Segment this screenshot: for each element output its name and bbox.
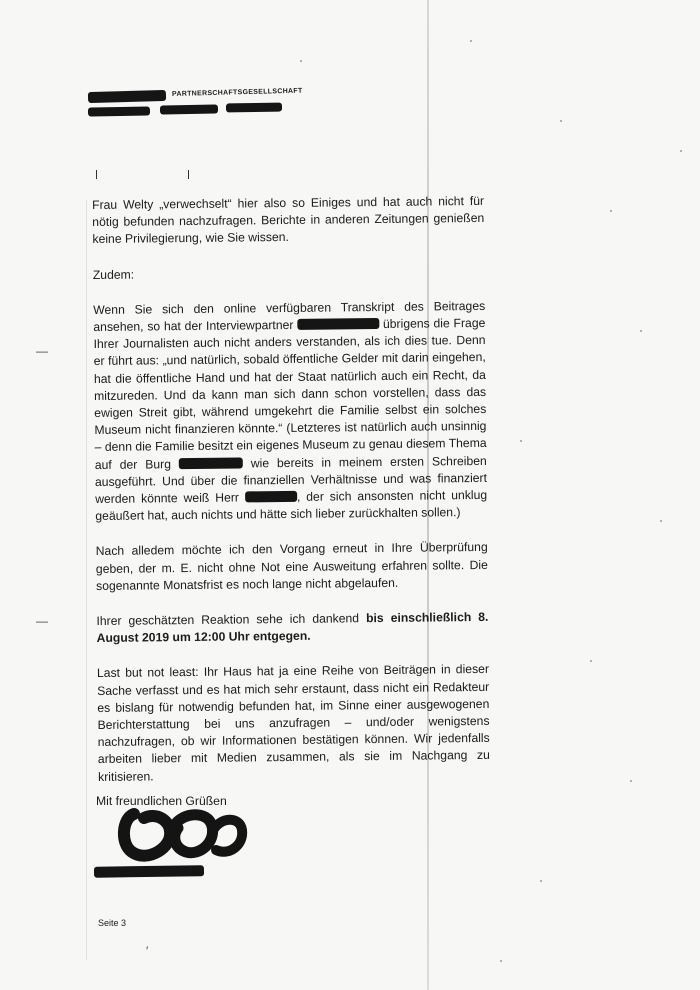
paragraph-2: Zudem: <box>92 267 135 282</box>
redacted-signature <box>112 806 252 866</box>
margin-mark: — <box>36 614 48 628</box>
firm-suffix: PARTNERSCHAFTSGESELLSCHAFT <box>171 87 303 98</box>
redacted-castle-name <box>179 457 243 469</box>
redacted-person-name <box>245 491 297 503</box>
paragraph-3-part-3: wie bereits in meinem ersten Schreiben ausgeführt. Und über die finanziellen Verhältnisse und was finanziert werden könnte weiß Herr <box>94 453 488 507</box>
scan-tick-mark <box>188 170 189 179</box>
margin-mark: ′ <box>146 944 149 958</box>
scan-tick-mark <box>96 170 97 179</box>
paragraph-1: Frau Welty „verwechselt“ hier also so Einiges und hat auch nicht für nötig befunden nachzufragen. Berichte in anderen Zeitungen genießen keine Privilegierung, wie Sie wissen. <box>92 193 485 247</box>
paragraph-3-part-4: , der sich ansonsten nicht unklug geäußert hat, auch nichts und hätte sich lieber zurückhalten sollen.) <box>95 487 488 524</box>
margin-rule <box>86 200 87 960</box>
closing-greeting: Mit freundlichen Grüßen <box>96 794 227 808</box>
deadline-text: bis einschließlich 8. August 2019 um 12:00 Uhr entgegen. <box>96 609 489 646</box>
redacted-signer-name <box>94 865 204 878</box>
page-number: Seite 3 <box>98 918 127 928</box>
redacted-firm-name <box>88 90 166 103</box>
paragraph-6: Last but not least: Ihr Haus hat ja eine Reihe von Beiträgen in dieser Sache verfasst und es hat mich sehr erstaunt, dass nicht ein Redakteur es bislang für notwendig befunden hat, im Sinne einer ausgewogenen Berichterstattung bei uns anzufragen – und/oder wenigstens nachzufragen, ob wir Informationen bestätigen können. Wir jedenfalls arbeiten lieber mit Medien zusammen, als sie im Nachgang zu kritisieren. <box>96 662 490 784</box>
letter-body <box>92 193 490 804</box>
redacted-interviewee-name <box>297 318 379 330</box>
paragraph-3-part-2: übrigens die Frage Ihrer Journalisten auch nicht anders verstanden, als ich dies tue. Denn er führt aus: „und natürlich, sobald öffentliche Gelder mit darin eingehen, hat die öffentliche Hand und hat der Staat natürlich auch ein Recht, da mitzureden. Und da kann man sich dann schon vorstellen, dass das ewigen Streit gibt, während umgekehrt die Familie selbst ein solches Museum nicht finanzieren könnte.“ (Letzteres ist natürlich auch unsinnig – denn die Familie besitzt ein eigenes Museum zu genau diesem Thema auf der Burg <box>93 315 487 472</box>
paragraph-5-text: Ihrer geschätzten Reaktion sehe ich dankend <box>96 611 360 629</box>
paragraph-5 <box>96 609 488 648</box>
margin-mark: — <box>36 344 48 358</box>
paragraph-3 <box>93 298 487 526</box>
paragraph-4: Nach alledem möchte ich den Vorgang erneut in Ihre Überprüfung geben, der m. E. nicht ohne Not eine Ausweitung erfahren sollte. Die sogenannte Monatsfrist es noch lange nicht abgelaufen. <box>95 540 488 593</box>
redacted-firm-line-3 <box>226 103 282 113</box>
redacted-firm-line-1 <box>88 106 150 116</box>
paragraph-3-part-1: Wenn Sie sich den online verfügbaren Transkript des Beitrages ansehen, so hat der Interviewpartner <box>93 298 486 335</box>
redacted-firm-line-2 <box>160 104 218 114</box>
